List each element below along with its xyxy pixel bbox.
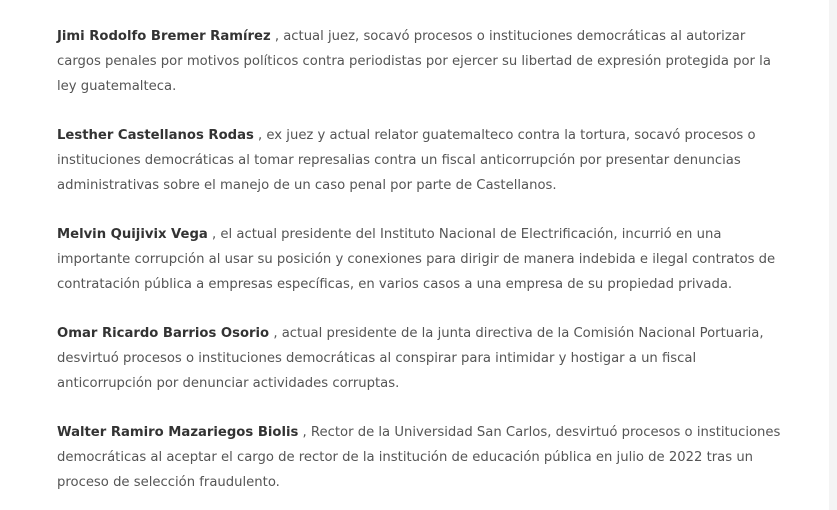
scrollbar[interactable] <box>829 0 837 510</box>
designation-text: , ex juez y actual relator guatemalteco contra la tortura, socavó procesos o instituciones democráticas al tomar represalias contra un fiscal anticorrupción por presentar denuncias administrativas sobre el manejo de un caso penal por parte de Castellanos. <box>57 128 756 193</box>
person-name: Walter Ramiro Mazariegos Biolis <box>57 425 299 440</box>
designation-text: , el actual presidente del Instituto Nacional de Electrificación, incurrió en una importante corrupción al usar su posición y conexiones para dirigir de manera indebida e ilegal contratos de contratación pública a empresas específicas, en varios casos a una empresa de su propiedad privada. <box>57 227 776 292</box>
designation-paragraph <box>57 420 787 495</box>
designation-paragraph <box>57 24 787 99</box>
person-name: Melvin Quijivix Vega <box>57 227 208 242</box>
designation-text: , Rector de la Universidad San Carlos, desvirtuó procesos o instituciones democráticas al aceptar el cargo de rector de la institución de educación pública en julio de 2022 tras un proceso de selección fraudulento. <box>57 425 781 490</box>
person-name: Jimi Rodolfo Bremer Ramírez <box>57 29 271 44</box>
designation-text: , actual presidente de la junta directiva de la Comisión Nacional Portuaria, desvirtuó procesos o instituciones democráticas al conspirar para intimidar y hostigar a un fiscal anticorrupción por denunciar actividades corruptas. <box>57 326 764 391</box>
designation-paragraph <box>57 123 787 198</box>
designation-paragraph <box>57 222 787 297</box>
designation-paragraph <box>57 321 787 396</box>
person-name: Lesther Castellanos Rodas <box>57 128 254 143</box>
designation-text: , actual juez, socavó procesos o instituciones democráticas al autorizar cargos penales por motivos políticos contra periodistas por ejercer su libertad de expresión protegida por la ley guatemalteca. <box>57 29 771 94</box>
person-name: Omar Ricardo Barrios Osorio <box>57 326 270 341</box>
